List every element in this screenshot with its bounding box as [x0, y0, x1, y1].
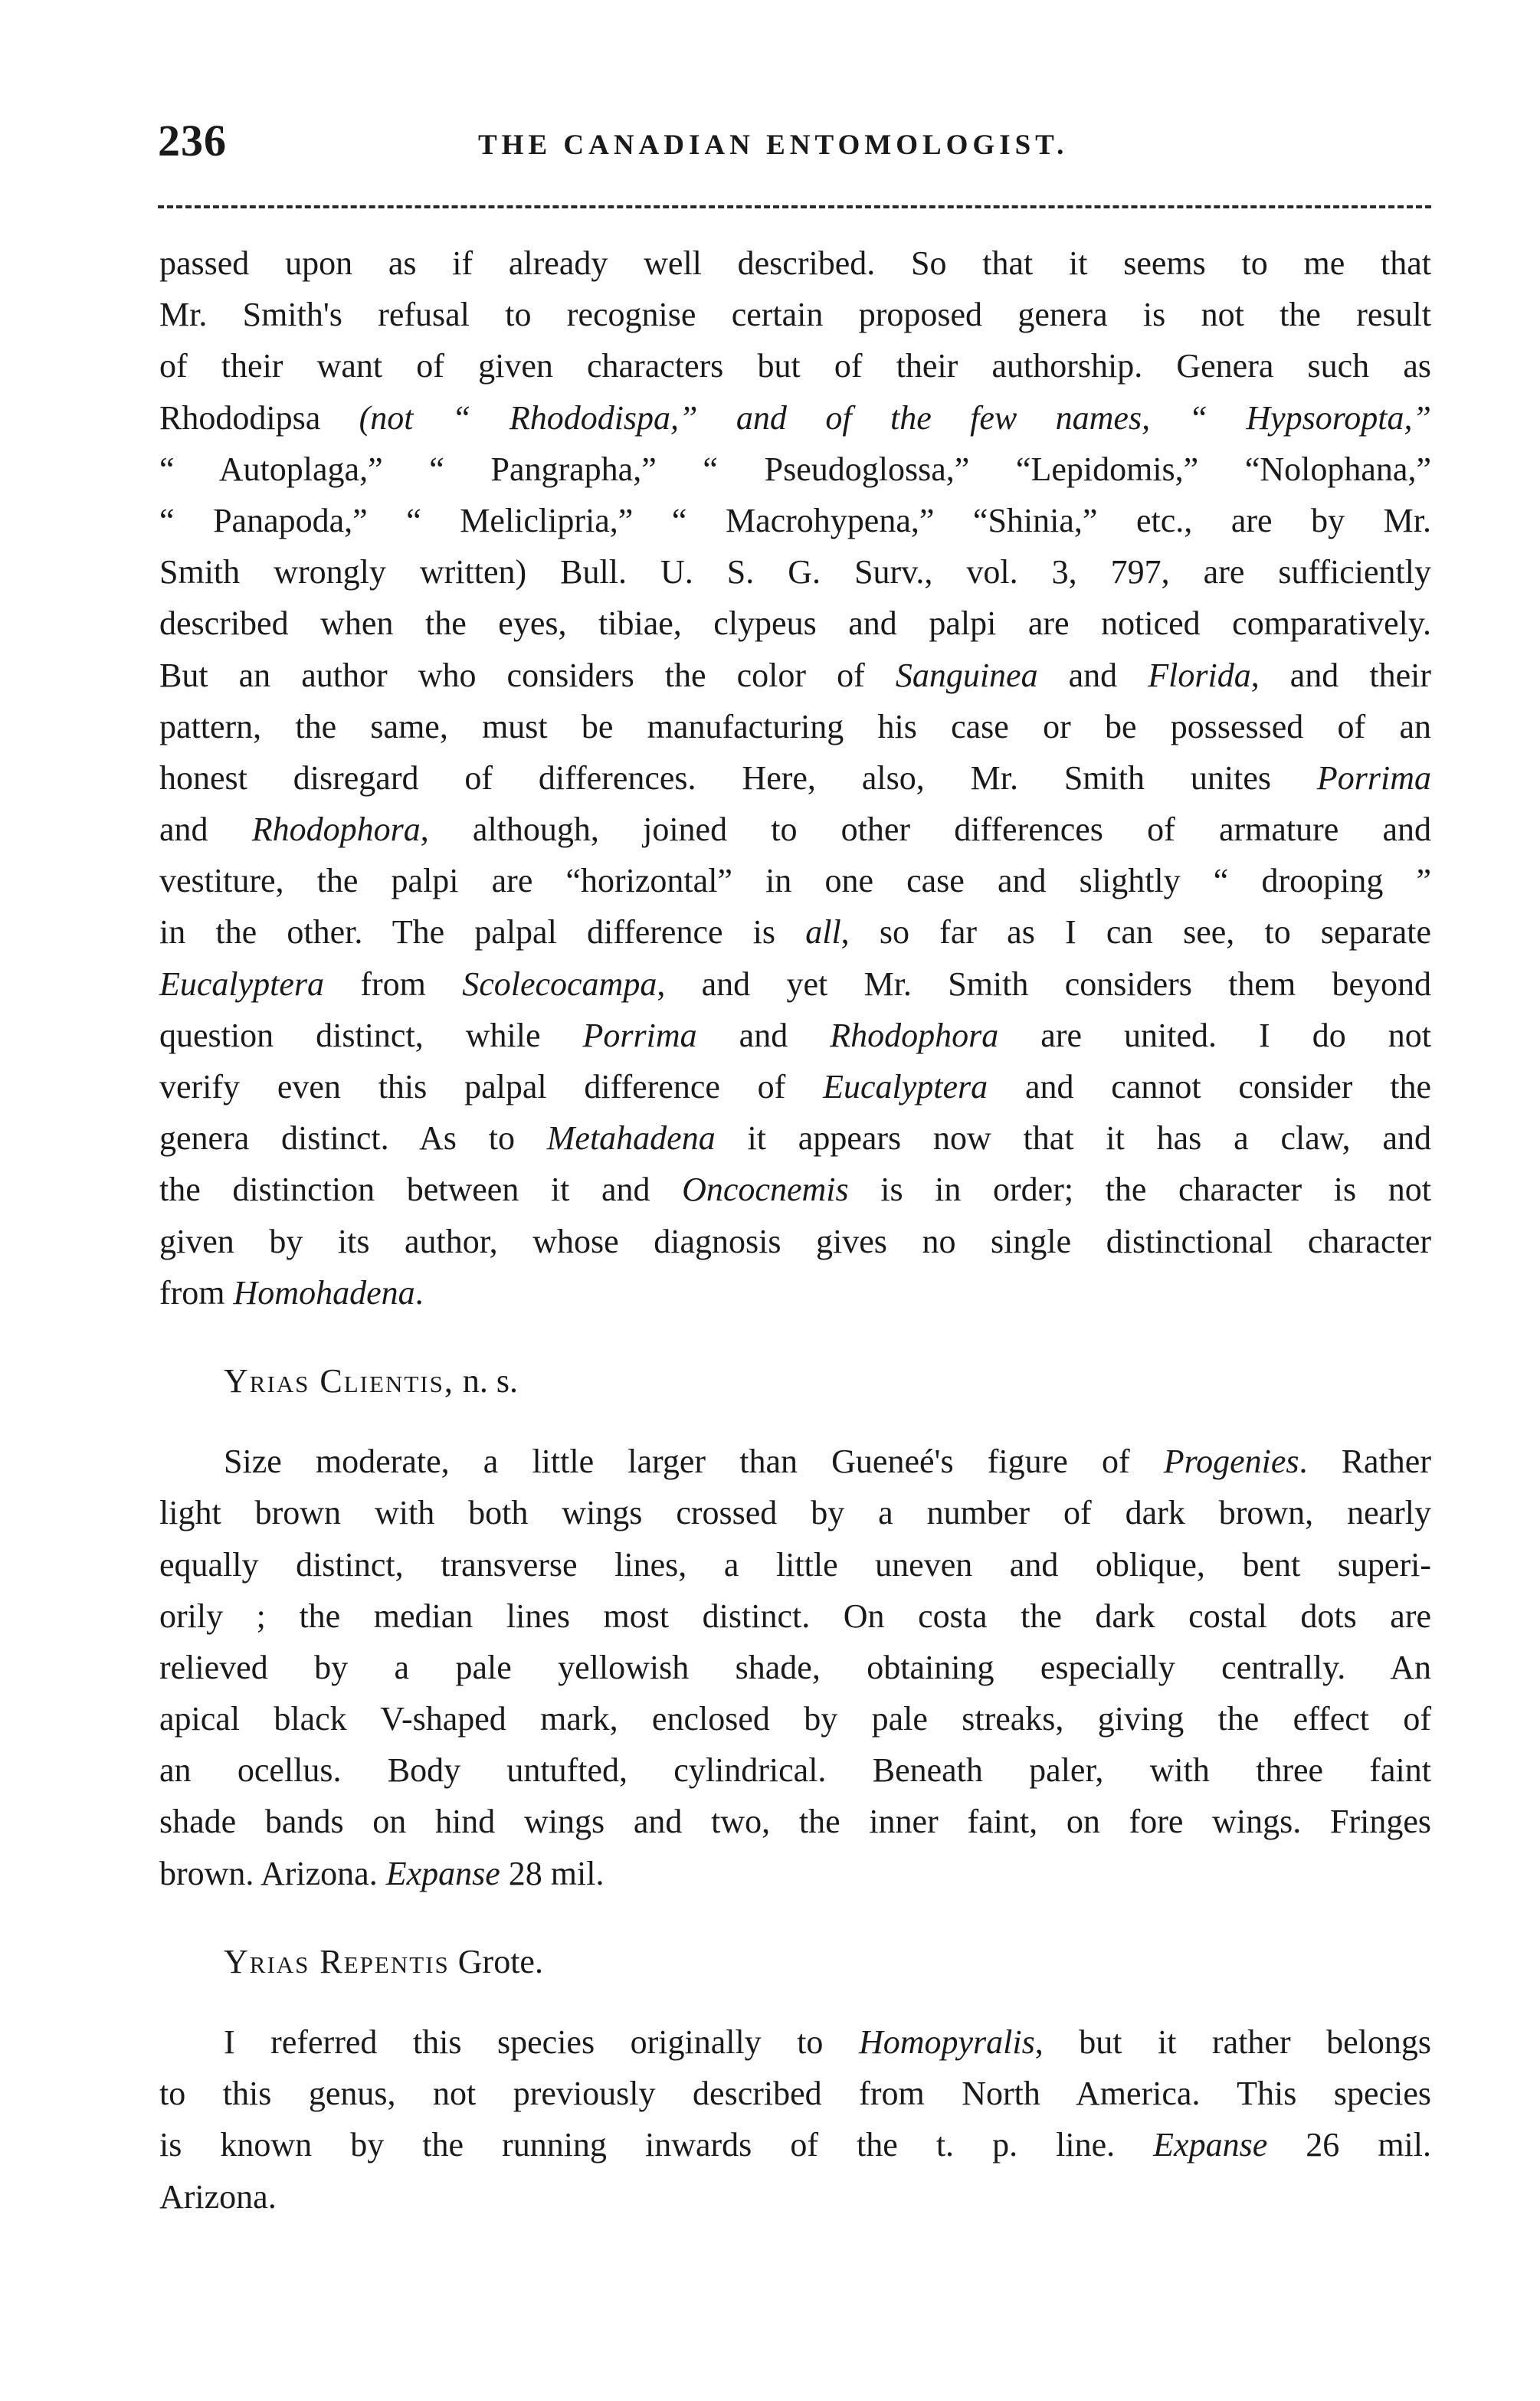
italic-text: Porrima — [582, 1016, 697, 1054]
running-head: THE CANADIAN ENTOMOLOGIST. — [478, 129, 1069, 161]
paragraph-continuation — [159, 237, 1431, 1318]
text-span: and — [696, 1016, 831, 1054]
body-text — [159, 237, 1431, 2222]
text-span: the distinction between it and — [159, 1171, 683, 1209]
text-span: from — [324, 965, 463, 1003]
text-line — [159, 1642, 1431, 1693]
text-line — [159, 1267, 1431, 1318]
text-line — [159, 2119, 1431, 2170]
species-heading-suffix: n. s. — [454, 1361, 518, 1400]
italic-text: Homohadena — [233, 1273, 415, 1312]
text-line — [159, 2068, 1431, 2119]
species-heading-yrias-clientis — [159, 1355, 1431, 1407]
text-span: “ Autoplaga,” “ Pangrapha,” “ Pseudoglossa,” “Lepidomis,” “Nolophana,” — [159, 450, 1431, 488]
species-description-yrias-clientis — [159, 1436, 1431, 1899]
text-span: and — [159, 811, 252, 849]
text-line — [159, 392, 1431, 444]
text-span: Size moderate, a little larger than Gueneé's figure of — [224, 1443, 1164, 1481]
italic-text: Florida — [1148, 656, 1251, 694]
species-heading-suffix: Grote. — [449, 1942, 543, 1980]
text-line — [159, 495, 1431, 546]
italic-text: (not “ Rhododispa,” and of the few names, “ Hypsoropta,” — [320, 398, 1431, 437]
text-line — [159, 1112, 1431, 1164]
species-description-yrias-repentis — [159, 2016, 1431, 2222]
text-span: verify even this palpal difference of — [159, 1068, 824, 1106]
text-line — [159, 855, 1431, 906]
text-line — [159, 1010, 1431, 1061]
italic-text: Progenies — [1163, 1443, 1299, 1481]
text-span: genera distinct. As to — [159, 1119, 547, 1158]
italic-text: Porrima — [1316, 758, 1431, 797]
text-span: are united. I do not — [998, 1016, 1431, 1054]
header-rule — [158, 205, 1431, 208]
text-line — [159, 752, 1431, 804]
italic-text: all — [805, 913, 841, 952]
text-line — [159, 804, 1431, 855]
italic-text: Expanse — [385, 1854, 500, 1892]
text-span: brown. Arizona. — [159, 1854, 386, 1892]
text-line — [159, 650, 1431, 701]
italic-text: Eucalyptera — [159, 965, 325, 1003]
page-header — [158, 115, 1431, 184]
italic-text: Scolecocampa — [462, 965, 657, 1003]
italic-text: Homopyralis — [858, 2023, 1035, 2061]
italic-text: Sanguinea — [895, 656, 1038, 694]
text-span: and cannot consider the — [988, 1068, 1431, 1106]
text-span: , although, joined to other differences of armature and — [420, 811, 1432, 849]
text-line — [159, 906, 1431, 958]
text-span: , but it rather belongs — [1034, 2023, 1432, 2061]
text-span: Mr. Smith's refusal to recognise certain proposed genera is not the result — [159, 296, 1431, 334]
text-span: given by its author, whose diagnosis gives no single distinctional character — [159, 1222, 1431, 1260]
text-line — [159, 1744, 1431, 1796]
text-span: Rhododipsa — [159, 398, 321, 437]
text-line — [159, 1848, 1431, 1899]
text-line — [159, 1216, 1431, 1267]
text-span: 26 mil. — [1267, 2126, 1431, 2164]
text-span: apical black V-shaped mark, enclosed by pale streaks, giving the effect of — [159, 1700, 1431, 1738]
text-span: “ Panapoda,” “ Meliclipria,” “ Macrohypena,” “Shinia,” etc., are by Mr. — [159, 501, 1431, 539]
text-span: relieved by a pale yellowish shade, obtaining especially centrally. An — [159, 1648, 1431, 1686]
text-span: of their want of given characters but of their authorship. Genera such as — [159, 347, 1431, 385]
text-span: an ocellus. Body untufted, cylindrical. Beneath paler, with three faint — [159, 1751, 1431, 1790]
text-span: is in order; the character is not — [848, 1171, 1431, 1209]
italic-text: Rhodophora — [251, 811, 421, 849]
text-span: and — [1037, 656, 1148, 694]
text-line — [159, 1164, 1431, 1215]
text-span: passed upon as if already well described. So that it seems to me that — [159, 244, 1431, 282]
text-line — [159, 546, 1431, 598]
italic-text: Eucalyptera — [823, 1068, 988, 1106]
text-span: pattern, the same, must be manufacturing his case or be possessed of an — [159, 707, 1431, 745]
text-span: honest disregard of differences. Here, also, Mr. Smith unites — [159, 758, 1317, 797]
text-span: I referred this species originally to — [224, 2023, 859, 2061]
text-span: vestiture, the palpi are “horizontal” in one case and slightly “ drooping ” — [159, 862, 1431, 900]
text-span: But an author who considers the color of — [159, 656, 896, 694]
text-span: Smith wrongly written) Bull. U. S. G. Surv., vol. 3, 797, are sufficiently — [159, 553, 1431, 591]
species-heading-name: Yrias Repentis — [224, 1942, 450, 1980]
text-line — [159, 1693, 1431, 1744]
text-span: 28 mil. — [500, 1854, 605, 1892]
text-line — [159, 1061, 1431, 1112]
italic-text: Rhodophora — [830, 1016, 999, 1054]
text-span: from — [159, 1273, 234, 1312]
text-span: in the other. The palpal difference is — [159, 913, 806, 952]
text-span: is known by the running inwards of the t. p. line. — [159, 2126, 1154, 2164]
text-span: shade bands on hind wings and two, the inner faint, on fore wings. Fringes — [159, 1803, 1431, 1841]
text-line — [159, 2171, 1431, 2222]
page-number: 236 — [158, 116, 227, 165]
text-line — [159, 444, 1431, 495]
text-line — [159, 1590, 1431, 1642]
text-span: light brown with both wings crossed by a number of dark brown, nearly — [159, 1494, 1431, 1532]
text-span: , and their — [1250, 656, 1431, 694]
text-span: , and yet Mr. Smith considers them beyond — [657, 965, 1432, 1003]
text-span: to this genus, not previously described from North America. This species — [159, 2075, 1431, 2113]
text-span: equally distinct, transverse lines, a little uneven and oblique, bent superi- — [159, 1545, 1431, 1584]
text-span: described when the eyes, tibiae, clypeus and palpi are noticed comparatively. — [159, 604, 1431, 643]
text-line — [159, 1796, 1431, 1847]
text-line — [159, 1539, 1431, 1590]
text-span: it appears now that it has a claw, and — [715, 1119, 1431, 1158]
species-heading-name: Yrias Clientis, — [224, 1361, 454, 1400]
text-line — [159, 598, 1431, 649]
text-span: orily ; the median lines most distinct. On costa the dark costal dots are — [159, 1597, 1431, 1635]
text-span: . Rather — [1299, 1443, 1431, 1481]
italic-text: Expanse — [1153, 2126, 1268, 2164]
text-span: Arizona. — [159, 2177, 277, 2216]
text-line — [159, 701, 1431, 752]
species-heading-yrias-repentis — [159, 1936, 1431, 1987]
text-line — [159, 289, 1431, 340]
text-line — [159, 340, 1431, 391]
italic-text: Metahadena — [546, 1119, 716, 1158]
text-line — [159, 237, 1431, 289]
italic-text: Oncocnemis — [682, 1171, 849, 1209]
text-line — [159, 958, 1431, 1010]
text-span: , so far as I can see, to separate — [840, 913, 1431, 952]
text-span: . — [414, 1273, 424, 1312]
text-line — [159, 1436, 1431, 1487]
text-line — [159, 2016, 1431, 2068]
text-span: question distinct, while — [159, 1016, 583, 1054]
text-line — [159, 1487, 1431, 1538]
